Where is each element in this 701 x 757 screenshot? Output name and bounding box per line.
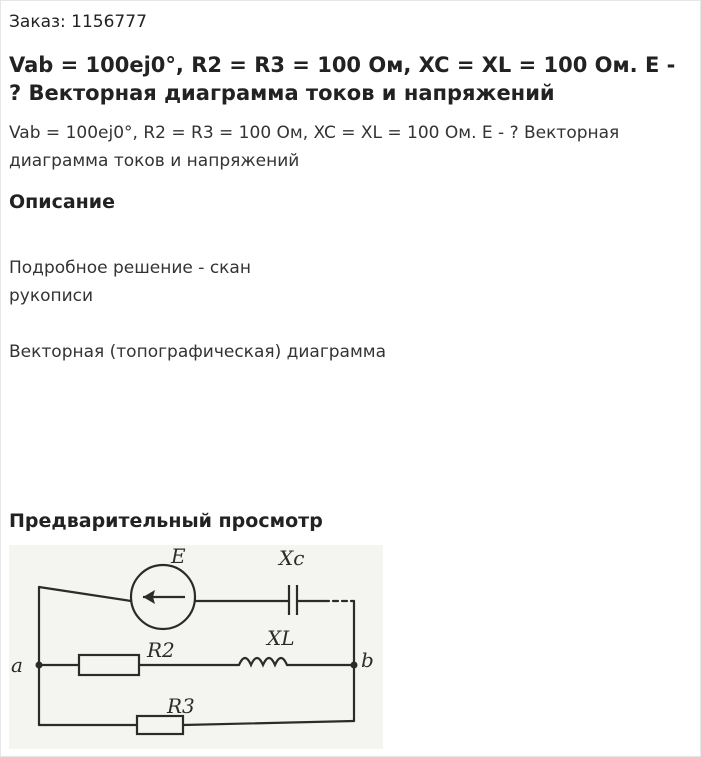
description-heading: Описание (9, 191, 116, 213)
label-b: b (361, 648, 374, 672)
node-a (36, 662, 43, 669)
label-e: E (171, 545, 186, 568)
label-xl: XL (267, 626, 295, 650)
label-r2: R2 (147, 638, 175, 662)
label-a: a (11, 653, 23, 677)
order-number: Заказ: 1156777 (9, 12, 147, 32)
node-b (351, 662, 358, 669)
circuit-diagram (9, 545, 383, 749)
description-text-2: Векторная (топографическая) диаграмма (9, 342, 387, 362)
label-r3: R3 (167, 694, 195, 718)
description-text-1: Подробное решение - скан рукописи (9, 258, 251, 306)
page-title: Vab = 100ej0°, R2 = R3 = 100 Ом, XC = XL = 100 Ом. E - ? Векторная диаграмма токов и напряжений (9, 53, 676, 105)
circuit-preview-image[interactable] (9, 545, 383, 749)
label-xc: Xc (279, 546, 305, 570)
preview-heading: Предварительный просмотр (9, 510, 323, 532)
page-subtitle: Vab = 100ej0°, R2 = R3 = 100 Ом, XC = XL = 100 Ом. E - ? Векторная диаграмма токов и напряжений (9, 123, 620, 171)
